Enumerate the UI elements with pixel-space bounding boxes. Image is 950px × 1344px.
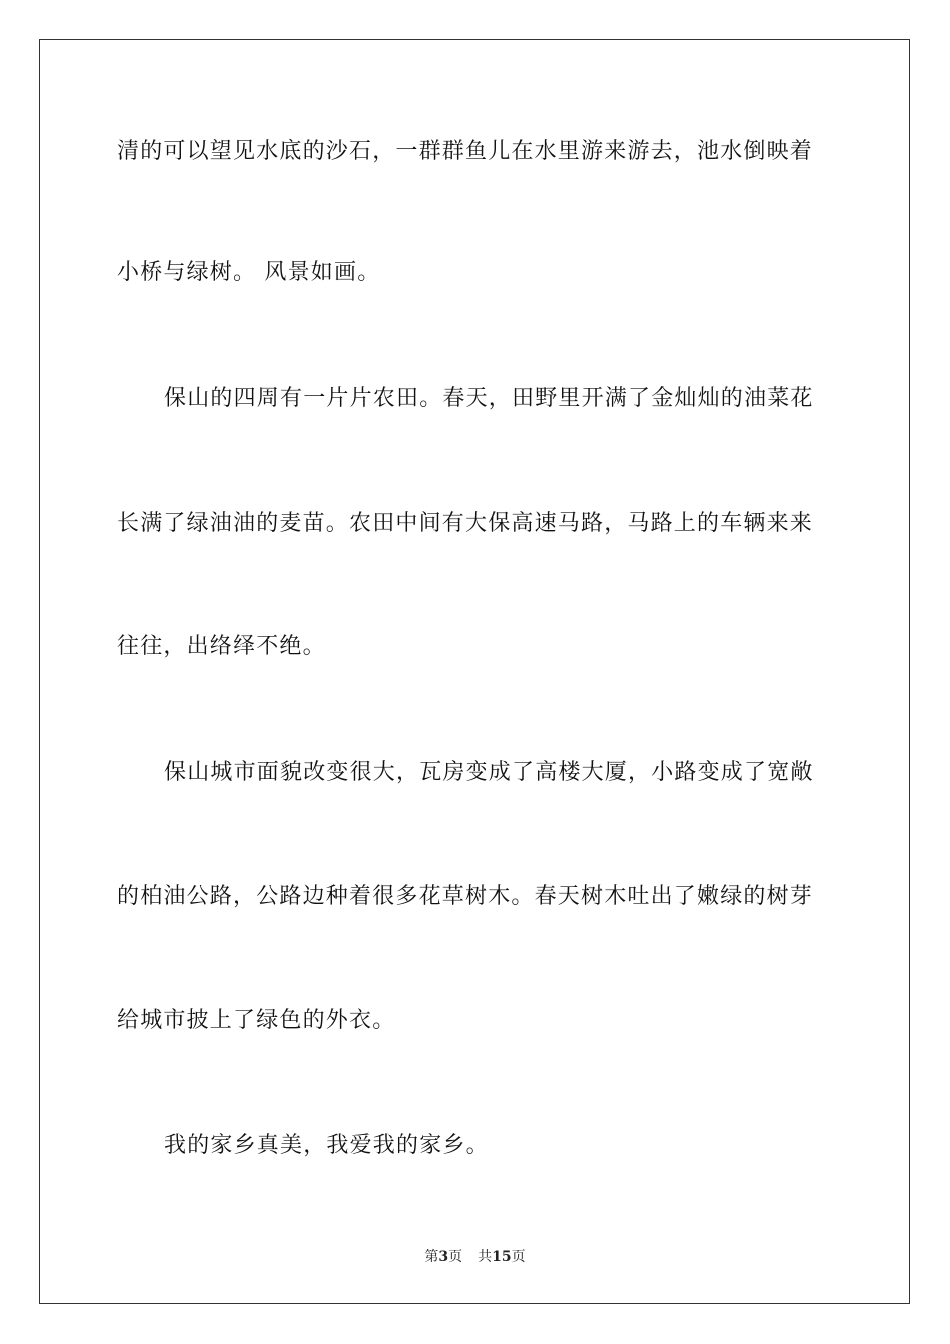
paragraph-line: 清的可以望见水底的沙石，一群群鱼儿在水里游来游去，池水倒映着 [117,139,814,164]
paragraph-line: 小桥与绿树。 风景如画。 [117,260,381,285]
paragraph-line: 保山城市面貌改变很大，瓦房变成了高楼大厦，小路变成了宽敞 [164,760,814,785]
paragraph-line: 往往，出络绎不绝。 [117,634,326,659]
paragraph-line: 长满了绿油油的麦苗。农田中间有大保高速马路，马路上的车辆来来 [117,511,814,536]
total-pages: 15 [492,1249,512,1265]
paragraph-line: 我的家乡真美，我爱我的家乡。 [164,1133,489,1158]
page-footer [0,1247,950,1267]
page-prefix: 第 [424,1249,439,1265]
page-suffix: 页 [448,1249,463,1265]
paragraph-line: 的柏油公路，公路边种着很多花草树木。春天树木吐出了嫩绿的树芽 [117,884,814,909]
total-prefix: 共 [478,1249,493,1265]
page-border [39,39,910,1304]
total-suffix: 页 [511,1249,526,1265]
page-number: 3 [438,1249,449,1265]
paragraph-line: 保山的四周有一片片农田。春天，田野里开满了金灿灿的油菜花 [164,386,814,411]
paragraph-line: 给城市披上了绿色的外衣。 [117,1008,396,1033]
